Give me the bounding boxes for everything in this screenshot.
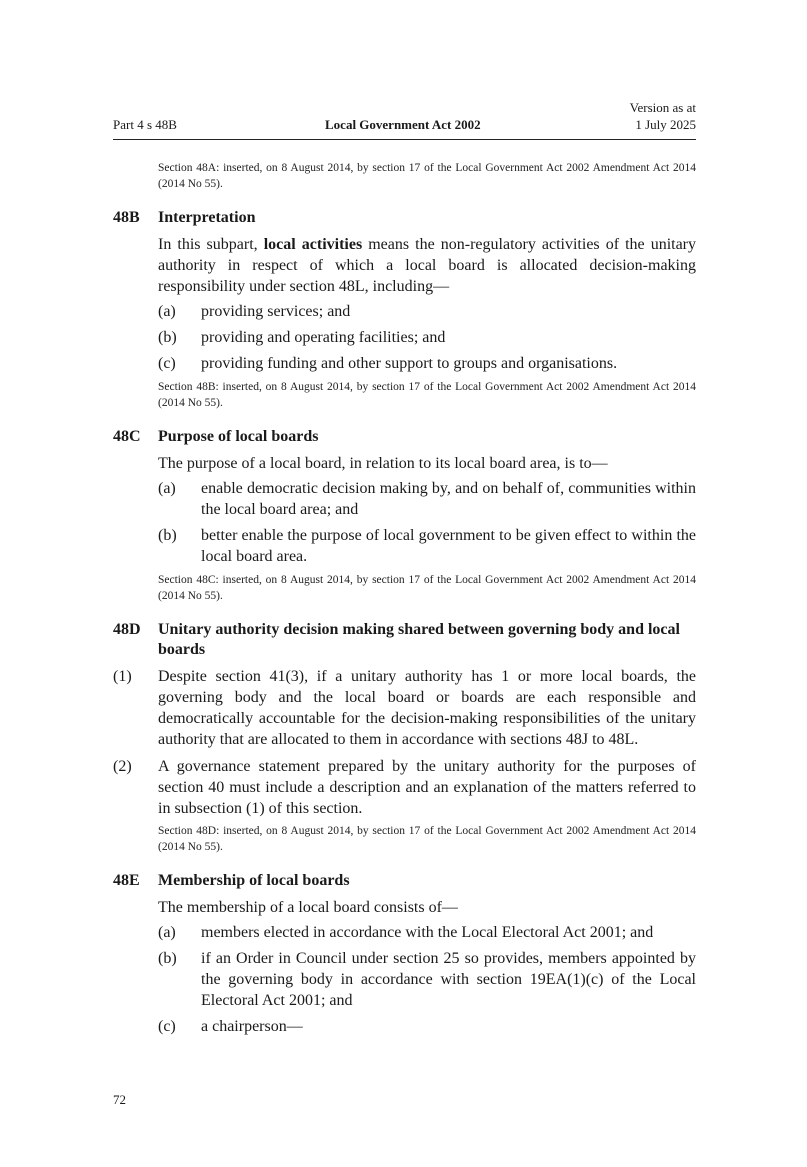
section-title: Membership of local boards — [158, 872, 350, 889]
paragraph-item — [158, 525, 696, 567]
section-48d — [113, 620, 696, 855]
section-title: Interpretation — [158, 209, 256, 226]
subsection-text: A governance statement prepared by the unitary authority for the purposes of section 40 must include a description and an explanation of the matters referred to in subsection (1) of this section. — [158, 758, 696, 817]
paragraph-label: (c) — [158, 1018, 176, 1035]
section-heading — [113, 208, 696, 228]
header-version-label: Version as at — [629, 100, 696, 115]
page-number: 72 — [113, 1092, 126, 1107]
page-content — [113, 160, 696, 1042]
paragraph-text: providing funding and other support to groups and organisations. — [201, 355, 618, 372]
history-note-48c: Section 48C: inserted, on 8 August 2014, by section 17 of the Local Government Act 2002 Amendment Act 2014 (2014 No 55). — [158, 574, 696, 602]
section-48c — [113, 427, 696, 604]
section-title: Purpose of local boards — [158, 428, 319, 445]
section-48e — [113, 871, 696, 1037]
paragraph-label: (b) — [158, 950, 177, 967]
paragraph-item — [158, 327, 696, 348]
paragraph-label: (a) — [158, 924, 176, 941]
defined-term: local activities — [263, 236, 363, 253]
header-version — [630, 99, 696, 133]
paragraph-list — [158, 301, 696, 374]
paragraph-label: (b) — [158, 527, 177, 544]
section-number: 48C — [113, 428, 141, 445]
paragraph-label: (c) — [158, 355, 176, 372]
paragraph-list — [158, 922, 696, 1037]
paragraph-label: (a) — [158, 303, 176, 320]
paragraph-text: providing services; and — [201, 303, 351, 320]
running-header — [113, 99, 696, 140]
paragraph-text: members elected in accordance with the Local Electoral Act 2001; and — [201, 924, 654, 941]
history-note-48d: Section 48D: inserted, on 8 August 2014, by section 17 of the Local Government Act 2002 Amendment Act 2014 (2014 No 55). — [158, 825, 696, 853]
paragraph-text: a chairperson— — [201, 1018, 303, 1035]
subsection-text: Despite section 41(3), if a unitary authority has 1 or more local boards, the governing body and the local board or boards are each responsible and democratically accountable for the decision-making responsibilities of the unitary authority that are allocated to them in accordance with sections 48J to 48L. — [158, 668, 696, 748]
section-number: 48D — [113, 621, 141, 638]
section-intro: The membership of a local board consists of— — [158, 899, 458, 916]
paragraph-list — [158, 478, 696, 567]
section-intro: The purpose of a local board, in relation to its local board area, is to— — [158, 455, 608, 472]
paragraph-item — [158, 301, 696, 322]
paragraph-item — [158, 948, 696, 1011]
subsection — [113, 756, 696, 819]
header-part-reference: Part 4 s 48B — [113, 117, 177, 132]
paragraph-item — [158, 1016, 696, 1037]
paragraph-label: (a) — [158, 480, 176, 497]
paragraph-item — [158, 478, 696, 520]
section-number: 48E — [113, 872, 140, 889]
paragraph-item — [158, 353, 696, 374]
paragraph-label: (b) — [158, 329, 177, 346]
section-intro — [158, 234, 696, 297]
subsection-label: (2) — [113, 758, 132, 775]
section-48b — [113, 208, 696, 411]
section-heading — [113, 871, 696, 891]
intro-text-before: In this subpart, — [158, 236, 264, 253]
section-heading — [113, 620, 696, 660]
paragraph-item — [158, 922, 696, 943]
paragraph-text: if an Order in Council under section 25 so provides, members appointed by the governing body in accordance with section 19EA(1)(c) of the Local Electoral Act 2001; and — [201, 950, 696, 1009]
subsection-label: (1) — [113, 668, 132, 685]
header-version-date: 1 July 2025 — [635, 117, 696, 132]
section-title: Unitary authority decision making shared between governing body and local boards — [158, 621, 680, 658]
subsection — [113, 666, 696, 750]
intro-text-after: means the non-regulatory activities of the unitary authority in respect of which a local board is allocated decision-making responsibility under section 48L, including— — [158, 236, 697, 295]
paragraph-text: providing and operating facilities; and — [201, 329, 446, 346]
section-number: 48B — [113, 209, 140, 226]
header-act-title: Local Government Act 2002 — [325, 117, 481, 132]
history-note-48b: Section 48B: inserted, on 8 August 2014, by section 17 of the Local Government Act 2002 Amendment Act 2014 (2014 No 55). — [158, 381, 696, 409]
paragraph-text: enable democratic decision making by, and on behalf of, communities within the local board area; and — [201, 480, 696, 518]
section-heading — [113, 427, 696, 447]
paragraph-text: better enable the purpose of local government to be given effect to within the local board area. — [201, 527, 696, 565]
history-note-48a: Section 48A: inserted, on 8 August 2014, by section 17 of the Local Government Act 2002 Amendment Act 2014 (2014 No 55). — [158, 162, 696, 190]
